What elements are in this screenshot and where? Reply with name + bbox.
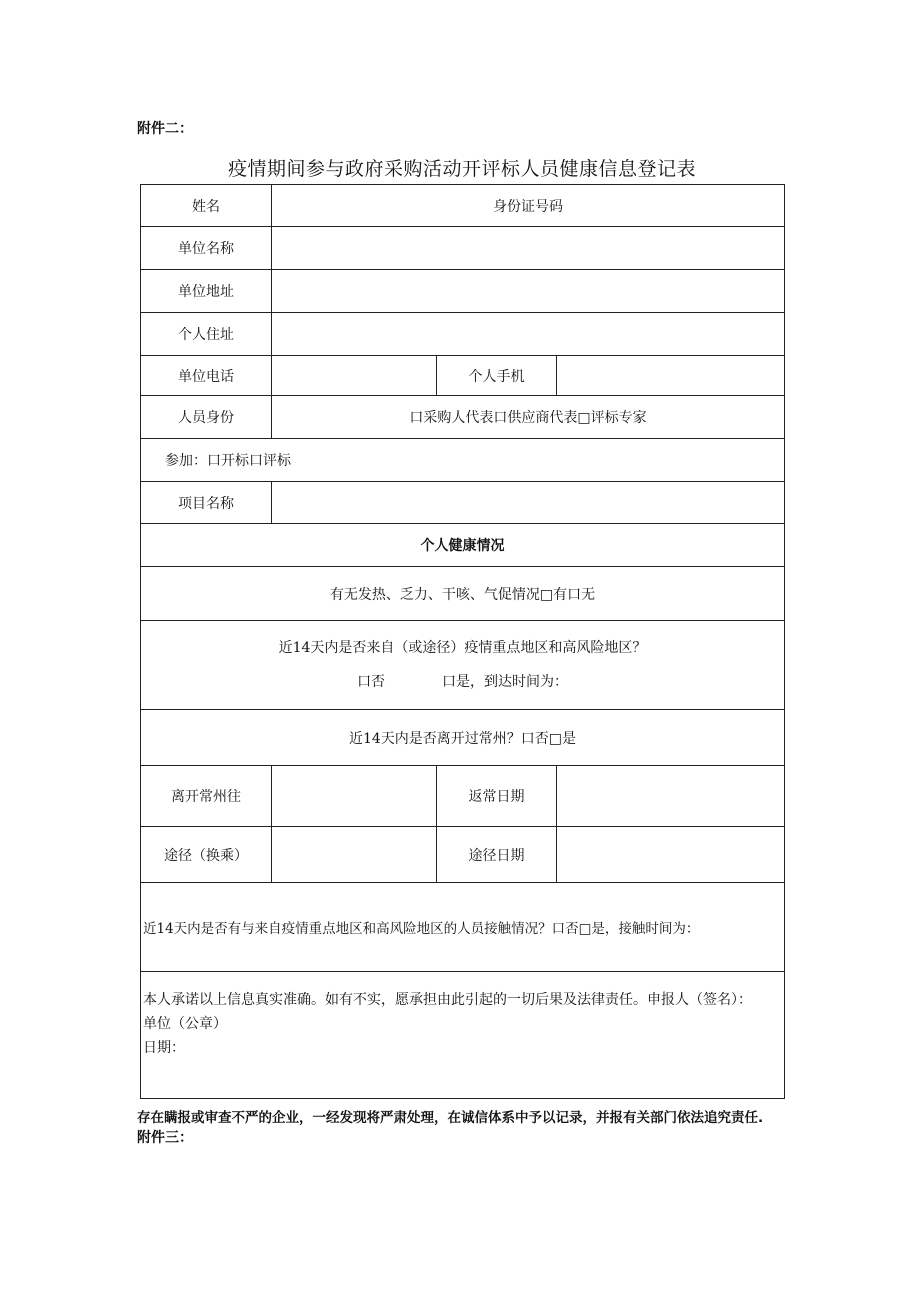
identity-options[interactable]: 口采购人代表口供应商代表□评标专家 — [272, 396, 785, 439]
risk-area-answers — [141, 665, 784, 699]
attachment-label: 附件二： — [137, 121, 193, 137]
home-address-label: 个人住址 — [141, 313, 272, 356]
next-attachment-label: 附件三： — [137, 1130, 193, 1146]
left-city-question[interactable]: 近14天内是否离开过常州？口否□是 — [141, 710, 785, 766]
identity-label: 人员身份 — [141, 396, 272, 439]
declaration-text: 本人承诺以上信息真实准确。如有不实，愿承担由此引起的一切后果及法律责任。申报人（签名）： — [143, 992, 752, 1008]
id-number-label: 身份证号码 — [272, 185, 785, 227]
unit-phone-label: 单位电话 — [141, 356, 272, 396]
unit-name-field[interactable] — [272, 227, 785, 270]
unit-address-field[interactable] — [272, 270, 785, 313]
health-section-heading: 个人健康情况 — [141, 524, 785, 567]
unit-name-label: 单位名称 — [141, 227, 272, 270]
return-date-field[interactable] — [557, 766, 785, 827]
risk-area-no-option[interactable]: 口否 — [357, 674, 386, 690]
mobile-field[interactable] — [557, 356, 785, 396]
risk-area-cell — [141, 621, 785, 710]
home-address-field[interactable] — [272, 313, 785, 356]
contact-question[interactable]: 近14天内是否有与来自疫情重点地区和高风险地区的人员接触情况？口否□是，接触时间为： — [141, 883, 785, 972]
route-date-field[interactable] — [557, 827, 785, 883]
unit-phone-field[interactable] — [272, 356, 437, 396]
return-date-label: 返常日期 — [437, 766, 557, 827]
name-label: 姓名 — [141, 185, 272, 227]
declaration-cell — [141, 972, 785, 1099]
unit-seal-label: 单位（公章） — [143, 1016, 227, 1032]
destination-label: 离开常州往 — [141, 766, 272, 827]
unit-address-label: 单位地址 — [141, 270, 272, 313]
mobile-label: 个人手机 — [437, 356, 557, 396]
route-date-label: 途径日期 — [437, 827, 557, 883]
route-field[interactable] — [272, 827, 437, 883]
route-label: 途径（换乘） — [141, 827, 272, 883]
footer-note: 存在瞒报或审查不严的企业，一经发现将严肃处理，在诚信体系中予以记录，并报有关部门依法追究责任. — [137, 1110, 764, 1126]
date-label: 日期： — [143, 1040, 185, 1056]
risk-area-question: 近14天内是否来自（或途径）疫情重点地区和高风险地区？ — [278, 640, 647, 656]
symptoms-question[interactable]: 有无发热、乏力、干咳、气促情况□有口无 — [141, 567, 785, 621]
project-name-field[interactable] — [272, 482, 785, 524]
destination-field[interactable] — [272, 766, 437, 827]
participation-options[interactable]: 参加：口开标口评标 — [141, 439, 785, 482]
project-name-label: 项目名称 — [141, 482, 272, 524]
form-title: 疫情期间参与政府采购活动开评标人员健康信息登记表 — [227, 158, 696, 180]
risk-area-yes-option[interactable]: 口是，到达时间为： — [441, 674, 568, 690]
health-registration-form — [140, 184, 785, 1099]
